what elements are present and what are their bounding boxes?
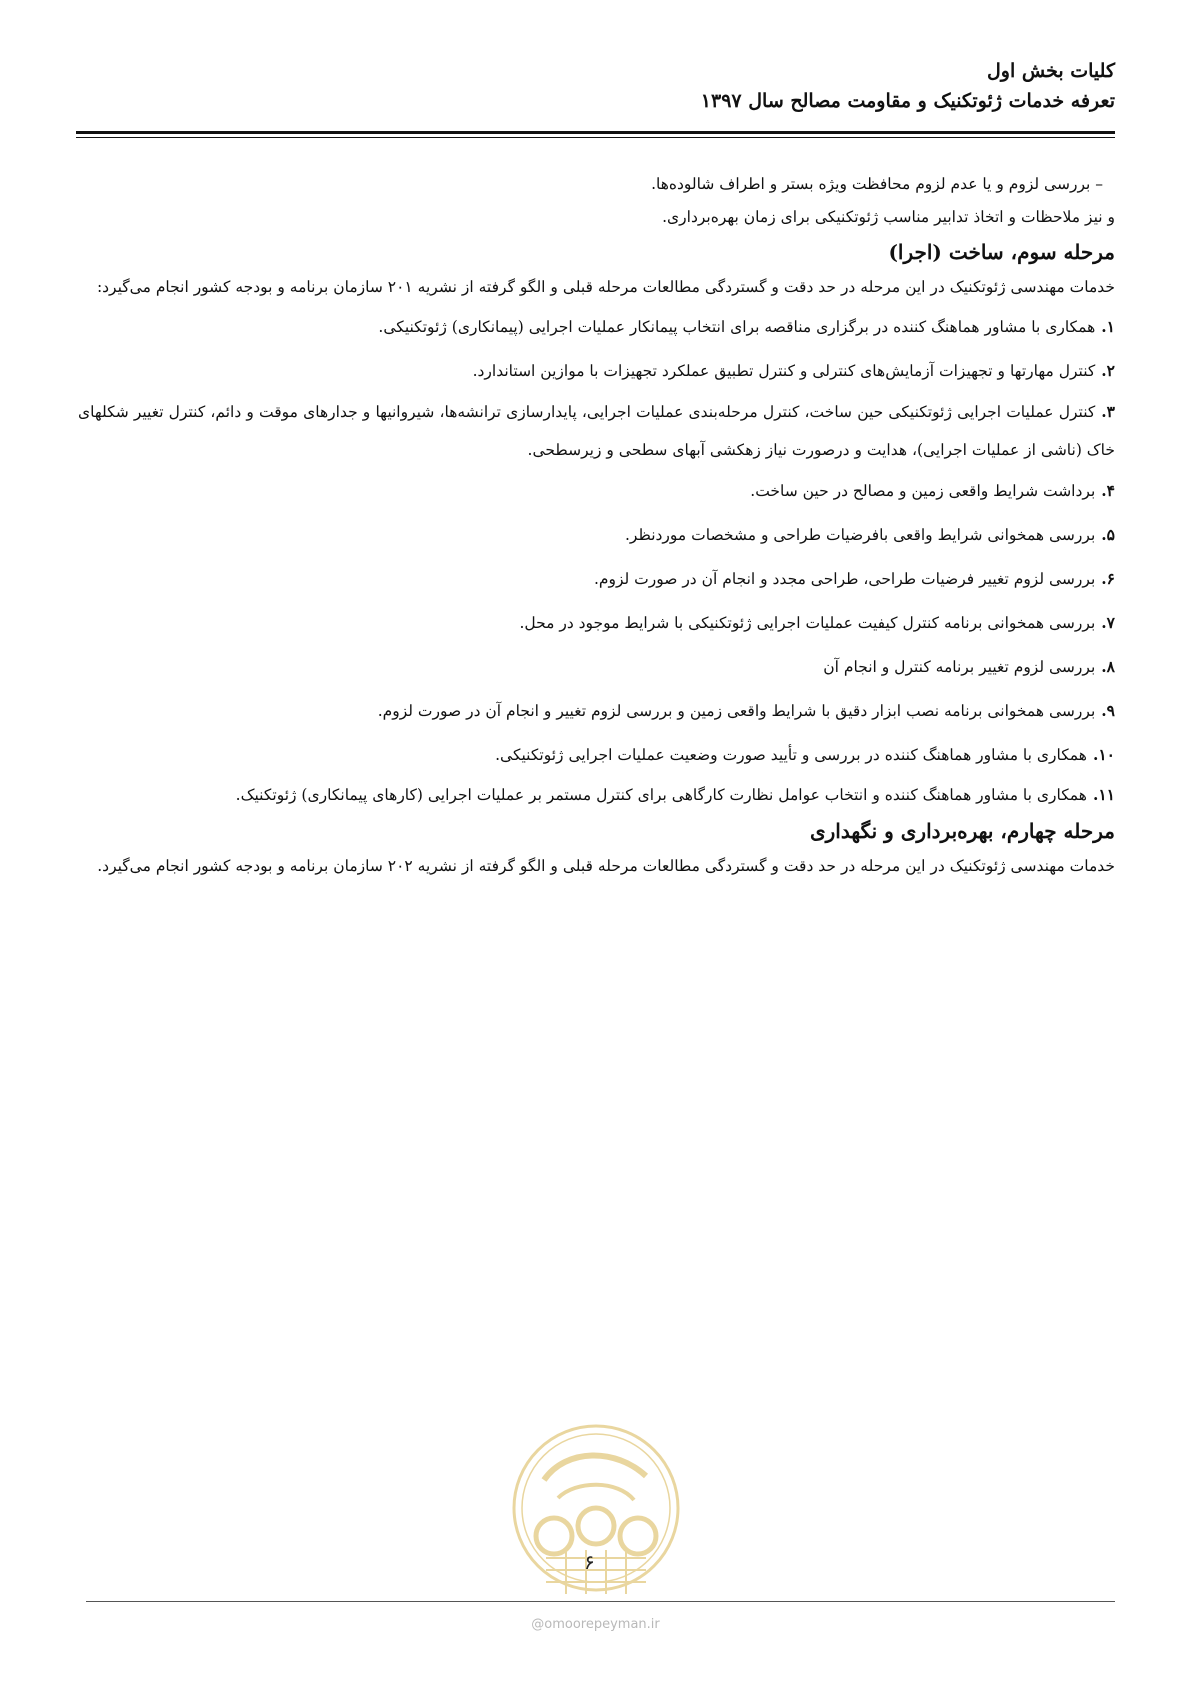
page-number: ۶ bbox=[584, 1550, 595, 1574]
list-item-text: کنترل مهارتها و تجهیزات آزمایش‌های کنترلی و کنترل تطبیق عملکرد تجهیزات با موازین استاندارد. bbox=[472, 362, 1096, 380]
page-content bbox=[78, 168, 1115, 884]
list-item-number: ۵. bbox=[1101, 525, 1115, 544]
list-item bbox=[78, 513, 1115, 557]
publisher-logo-watermark bbox=[506, 1418, 686, 1598]
list-item-number: ۸. bbox=[1101, 657, 1115, 676]
list-item-text: بررسی لزوم تغییر برنامه کنترل و انجام آن bbox=[823, 658, 1096, 676]
list-item-text: بررسی همخوانی شرایط واقعی بافرضیات طراحی و مشخصات موردنظر. bbox=[625, 526, 1096, 544]
list-item bbox=[78, 469, 1115, 513]
list-item-number: ۲. bbox=[1101, 361, 1115, 380]
list-item bbox=[78, 557, 1115, 601]
list-item bbox=[78, 645, 1115, 689]
list-item bbox=[78, 601, 1115, 645]
list-item-number: ۳. bbox=[1101, 402, 1115, 421]
list-item bbox=[78, 349, 1115, 393]
list-item-number: ۹. bbox=[1101, 701, 1115, 720]
list-item-text: همکاری با مشاور هماهنگ کننده و انتخاب عوامل نظارت کارگاهی برای کنترل مستمر بر عملیات اجرایی (کارهای پیمانکاری) ژئوتکنیک. bbox=[235, 786, 1087, 804]
list-item bbox=[78, 393, 1115, 469]
list-item-text: کنترل عملیات اجرایی ژئوتکنیکی حین ساخت، کنترل مرحله‌بندی عملیات اجرایی، پایدارسازی ترانشه‌ها، شیروانیها و جدارهای موقت و دائم، کنترل تغییر شکلهای خاک (ناشی از عملیات اجرایی)، هدایت و درصورت نیاز زهکشی آبهای سطحی و زیرسطحی. bbox=[78, 403, 1115, 459]
list-item-number: ۱۰. bbox=[1092, 745, 1115, 764]
footer-website-watermark: @omoorepeyman.ir bbox=[531, 1617, 660, 1632]
list-item bbox=[78, 305, 1115, 349]
list-item-text: همکاری با مشاور هماهنگ کننده در برگزاری مناقصه برای انتخاب پیمانکار عملیات اجرایی (پیمانکاری) ژئوتکنیکی. bbox=[378, 318, 1096, 336]
section-4-body: خدمات مهندسی ژئوتکنیک در این مرحله در حد دقت و گستردگی مطالعات مرحله قبلی و الگو گرفته از نشریه ۲۰۲ سازمان برنامه و بودجه کشور انجام می‌گیرد. bbox=[97, 857, 1115, 875]
list-item-text: همکاری با مشاور هماهنگ کننده در بررسی و تأیید صورت وضعیت عملیات اجرایی ژئوتکنیکی. bbox=[495, 746, 1087, 764]
list-item-number: ۶. bbox=[1101, 569, 1115, 588]
page-header bbox=[78, 56, 1115, 116]
header-rule-thin bbox=[76, 137, 1115, 138]
section-3-list bbox=[78, 305, 1115, 813]
section-3-title: مرحله سوم، ساخت (اجرا) bbox=[888, 240, 1115, 264]
header-chapter-title: کلیات بخش اول bbox=[986, 60, 1115, 82]
list-item bbox=[78, 733, 1115, 777]
header-document-title: تعرفه خدمات ژئوتکنیک و مقاومت مصالح سال ۱۳۹۷ bbox=[700, 90, 1115, 112]
list-item-number: ۴. bbox=[1101, 481, 1115, 500]
list-item-number: ۱. bbox=[1101, 317, 1115, 336]
list-item-text: بررسی همخوانی برنامه کنترل کیفیت عملیات اجرایی ژئوتکنیکی با شرایط موجود در محل. bbox=[519, 614, 1096, 632]
list-item-text: بررسی همخوانی برنامه نصب ابزار دقیق با شرایط واقعی زمین و بررسی لزوم تغییر و انجام آن در صورت لزوم. bbox=[377, 702, 1096, 720]
list-item-text: برداشت شرایط واقعی زمین و مصالح در حین ساخت. bbox=[750, 482, 1096, 500]
intro-line-1: – بررسی لزوم و یا عدم لزوم محافظت ویژه بستر و اطراف شالوده‌ها. bbox=[651, 175, 1103, 193]
list-item-number: ۷. bbox=[1101, 613, 1115, 632]
list-item-text: بررسی لزوم تغییر فرضیات طراحی، طراحی مجدد و انجام آن در صورت لزوم. bbox=[593, 570, 1096, 588]
section-3-body: خدمات مهندسی ژئوتکنیک در این مرحله در حد دقت و گستردگی مطالعات مرحله قبلی و الگو گرفته از نشریه ۲۰۱ سازمان برنامه و بودجه کشور انجام می‌گیرد: bbox=[96, 278, 1115, 296]
list-item bbox=[78, 777, 1115, 813]
section-4-title: مرحله چهارم، بهره‌برداری و نگهداری bbox=[809, 819, 1115, 843]
footer-rule bbox=[86, 1601, 1115, 1602]
list-item-number: ۱۱. bbox=[1092, 785, 1115, 804]
list-item bbox=[78, 689, 1115, 733]
intro-line-2: و نیز ملاحظات و اتخاذ تدابیر مناسب ژئوتکنیکی برای زمان بهره‌برداری. bbox=[662, 208, 1115, 226]
header-rule-thick bbox=[76, 131, 1115, 134]
